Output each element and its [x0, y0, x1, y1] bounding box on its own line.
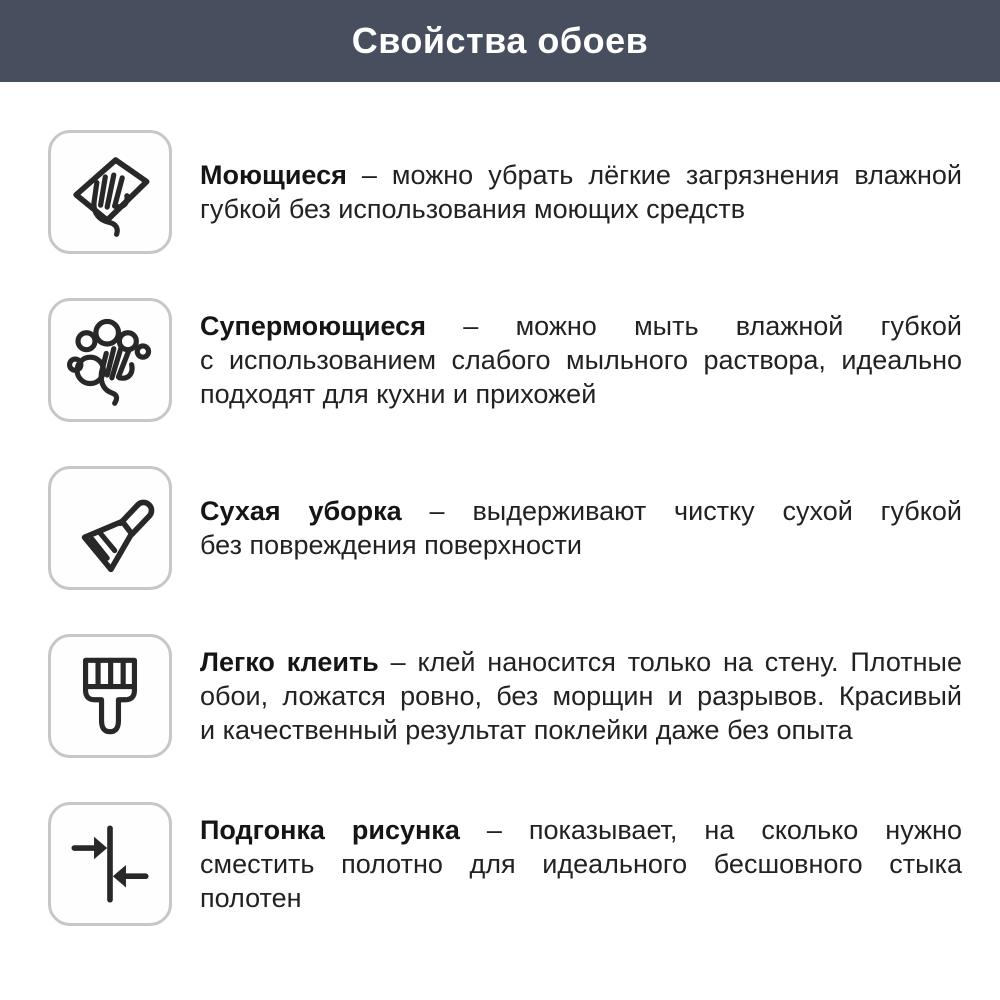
separator: – — [390, 647, 406, 677]
property-row-washable — [48, 130, 962, 254]
icon-box — [48, 802, 172, 926]
property-row-dry-cleaning — [48, 466, 962, 590]
title-bar — [0, 0, 1000, 82]
page-title: Свойства обоев — [351, 20, 649, 61]
properties-list — [0, 82, 1000, 926]
property-term: Моющиеся — [200, 160, 347, 190]
property-text — [200, 494, 962, 562]
property-row-pattern-match — [48, 802, 962, 926]
property-row-super-washable — [48, 298, 962, 422]
property-text — [200, 813, 962, 915]
property-text — [200, 645, 962, 747]
property-description: можно мыть влажной губкой с использованием слабого мыльного раствора, идеально подходят для кухни и прихожей — [200, 311, 962, 409]
property-text — [200, 309, 962, 411]
paintbrush-icon — [63, 649, 157, 743]
property-row-easy-glue — [48, 634, 962, 758]
icon-box — [48, 298, 172, 422]
property-description: клей наносится только на стену. Плотные обои, ложатся ровно, без морщин и разрывов. Красивый и качественный результат поклейки даже без опыта — [200, 647, 962, 745]
soap-bubbles-hand-icon — [63, 313, 157, 407]
property-description: можно убрать лёгкие загрязнения влажной губкой без использования моющих средств — [200, 160, 962, 224]
separator: – — [463, 311, 479, 341]
wipe-hand-icon — [63, 145, 157, 239]
separator: – — [429, 496, 445, 526]
property-term: Супермоющиеся — [200, 311, 426, 341]
property-description: выдерживают чистку сухой губкой без повреждения поверхности — [200, 496, 962, 560]
separator: – — [361, 160, 377, 190]
property-term: Сухая уборка — [200, 496, 402, 526]
property-description: показывает, на сколько нужно сместить полотно для идеального бесшовного стыка полотен — [200, 815, 962, 913]
icon-box — [48, 466, 172, 590]
property-term: Легко клеить — [200, 647, 379, 677]
icon-box — [48, 634, 172, 758]
pattern-match-arrows-icon — [63, 817, 157, 911]
separator: – — [486, 815, 502, 845]
property-term: Подгонка рисунка — [200, 815, 460, 845]
property-text — [200, 158, 962, 226]
dry-brush-icon — [63, 481, 157, 575]
icon-box — [48, 130, 172, 254]
